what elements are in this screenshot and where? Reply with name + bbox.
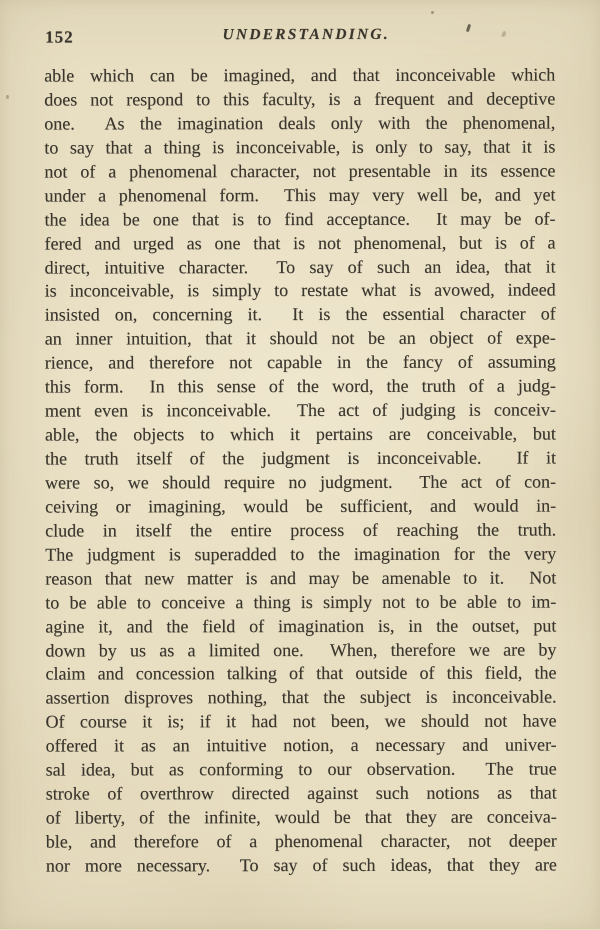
text-line: nor more necessary. To say of such ideas, that they are — [45, 854, 557, 876]
text-line: Of course it is; if it had not been, we should not have — [45, 710, 557, 732]
text-line: stroke of overthrow directed against such notions as that — [45, 782, 557, 804]
text-line: insisted on, concerning it. It is the essential character of — [44, 303, 556, 325]
text-line: claim and concession talking of that outside of this field, the — [45, 662, 557, 684]
page-text-block — [44, 63, 557, 878]
text-line: agine it, and the field of imagination is, in the outset, put — [45, 615, 557, 637]
text-line: this form. In this sense of the word, the truth of a judg- — [44, 375, 556, 397]
page-number: 152 — [45, 27, 74, 47]
text-line: were so, we should require no judgment. The act of con- — [45, 471, 557, 493]
text-line: assertion disproves nothing, that the subject is inconceivable. — [45, 686, 557, 708]
text-line: ment even is inconceivable. The act of judging is conceiv- — [44, 399, 556, 421]
text-line: able, the objects to which it pertains are conceivable, but — [44, 423, 556, 445]
text-line: of liberty, of the infinite, would be that they are conceiva- — [45, 806, 557, 828]
scan-speck-icon — [431, 11, 434, 14]
text-line: direct, intuitive character. To say of such an idea, that it — [44, 255, 556, 278]
text-line: not of a phenomenal character, not presentable in its essence — [44, 160, 556, 182]
running-title: UNDERSTANDING. — [222, 25, 390, 44]
text-line: ble, and therefore of a phenomenal character, not deeper — [45, 830, 557, 852]
text-line: clude in itself the entire process of reaching the truth. — [45, 519, 557, 541]
text-line: does not respond to this faculty, is a frequent and deceptive — [44, 88, 556, 110]
text-line: down by us as a limited one. When, therefore we are by — [45, 638, 557, 661]
text-line: the truth itself of the judgment is inconceivable. If it — [44, 447, 557, 469]
text-line: The judgment is superadded to the imagination for the very — [45, 543, 557, 565]
text-line: sal idea, but as conforming to our observation. The true — [45, 758, 557, 780]
text-line: under a phenomenal form. This may very well be, and yet — [44, 184, 556, 206]
page-header — [0, 25, 599, 48]
text-line: reason that new matter is and may be amenable to it. Not — [45, 567, 557, 589]
text-line: to say that a thing is inconceivable, is only to say, that it is — [44, 136, 556, 158]
text-line: an inner intuition, that it should not be an object of expe- — [44, 327, 556, 349]
text-line: the idea be one that is to find acceptance. It may be of- — [44, 208, 556, 230]
text-line: fered and urged as one that is not phenomenal, but is of a — [44, 232, 556, 254]
text-line: one. As the imagination deals only with the phenomenal, — [44, 112, 556, 134]
text-line: offered it as an intuitive notion, a necessary and univer- — [45, 734, 557, 756]
text-line: ceiving or imagining, would be sufficient, and would in- — [45, 495, 557, 517]
text-line: able which can be imagined, and that inconceivable which — [44, 64, 556, 86]
scan-speck-icon — [6, 95, 9, 99]
text-line: to be able to conceive a thing is simply not to be able to im- — [45, 591, 557, 613]
text-line: rience, and therefore not capable in the fancy of assuming — [44, 351, 556, 373]
text-line: is inconceivable, is simply to restate what is avowed, indeed — [44, 279, 556, 301]
